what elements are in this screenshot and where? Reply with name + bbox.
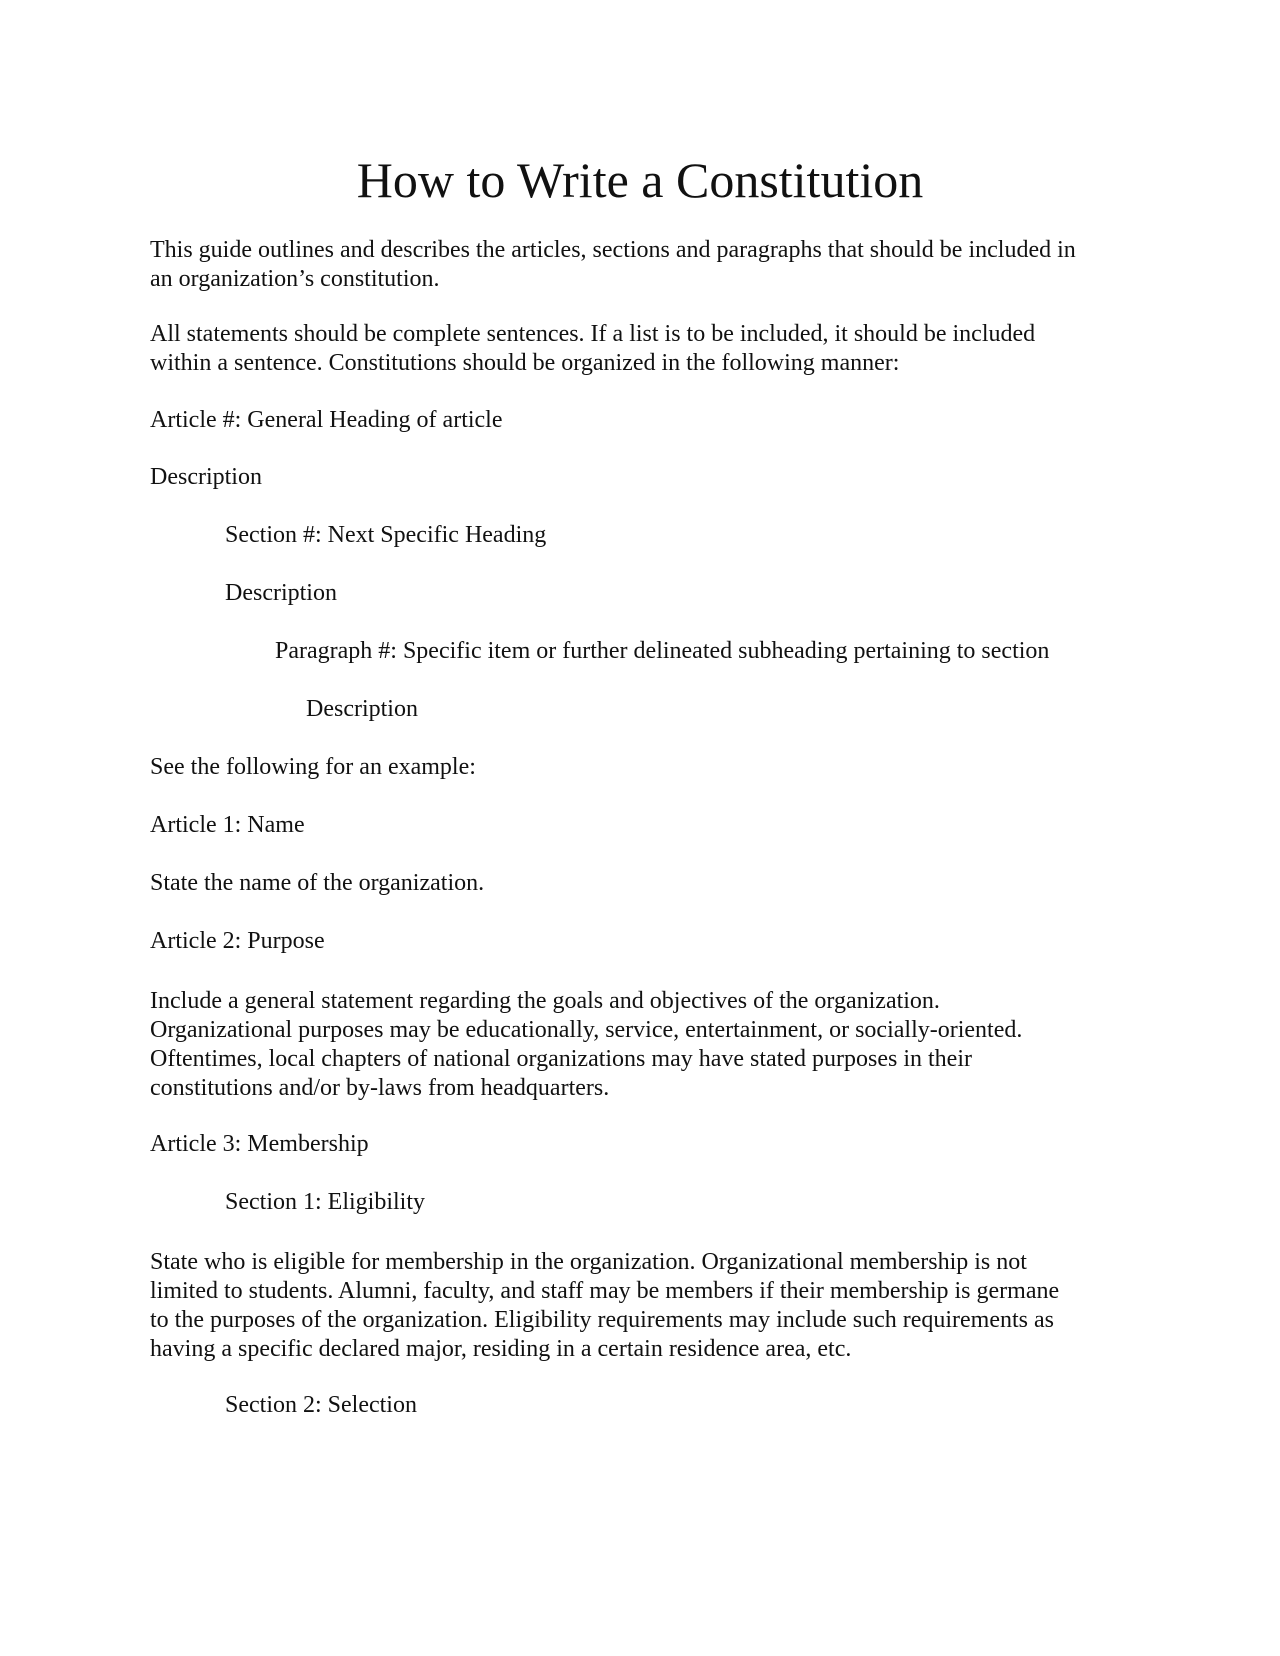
format-paragraph-heading: Paragraph #: Specific item or further delineated subheading pertaining to section — [275, 638, 1050, 664]
example-intro: See the following for an example: — [150, 754, 476, 780]
article-2-line-1: Include a general statement regarding the goals and objectives of the organization. — [150, 988, 940, 1014]
section-1-line-2: limited to students. Alumni, faculty, and staff may be members if their membership is germane — [150, 1278, 1060, 1304]
document-title: How to Write a Constitution — [356, 152, 924, 208]
article-3-heading: Article 3: Membership — [150, 1131, 369, 1157]
article-1-heading: Article 1: Name — [150, 812, 305, 838]
format-article-description: Description — [150, 464, 262, 490]
format-section-description: Description — [225, 580, 337, 606]
article-3-section-1-heading: Section 1: Eligibility — [225, 1189, 425, 1215]
section-1-line-4: having a specific declared major, residing in a certain residence area, etc. — [150, 1336, 852, 1362]
format-section-heading: Section #: Next Specific Heading — [225, 522, 547, 548]
article-2-line-4: constitutions and/or by-laws from headquarters. — [150, 1075, 610, 1101]
article-3-section-2-heading: Section 2: Selection — [225, 1392, 417, 1418]
statements-line-2: within a sentence. Constitutions should be organized in the following manner: — [150, 350, 900, 376]
article-2-heading: Article 2: Purpose — [150, 928, 325, 954]
article-1-text: State the name of the organization. — [150, 870, 485, 896]
format-paragraph-description: Description — [306, 696, 418, 722]
section-1-line-1: State who is eligible for membership in the organization. Organizational membership is not — [150, 1249, 1027, 1275]
article-3-section-1-paragraph — [150, 1248, 1140, 1364]
intro-line-2: an organization’s constitution. — [150, 266, 440, 292]
section-1-line-3: to the purposes of the organization. Eligibility requirements may include such requirements as — [150, 1307, 1054, 1333]
statements-paragraph — [150, 320, 1140, 378]
intro-paragraph — [150, 236, 1140, 294]
article-2-line-2: Organizational purposes may be educationally, service, entertainment, or socially-oriented. — [150, 1017, 1023, 1043]
article-2-line-3: Oftentimes, local chapters of national organizations may have stated purposes in their — [150, 1046, 972, 1072]
format-article-heading: Article #: General Heading of article — [150, 407, 503, 433]
statements-line-1: All statements should be complete sentences. If a list is to be included, it should be included — [150, 321, 1036, 347]
intro-line-1: This guide outlines and describes the articles, sections and paragraphs that should be included in — [150, 237, 1076, 263]
article-2-paragraph — [150, 987, 1140, 1103]
